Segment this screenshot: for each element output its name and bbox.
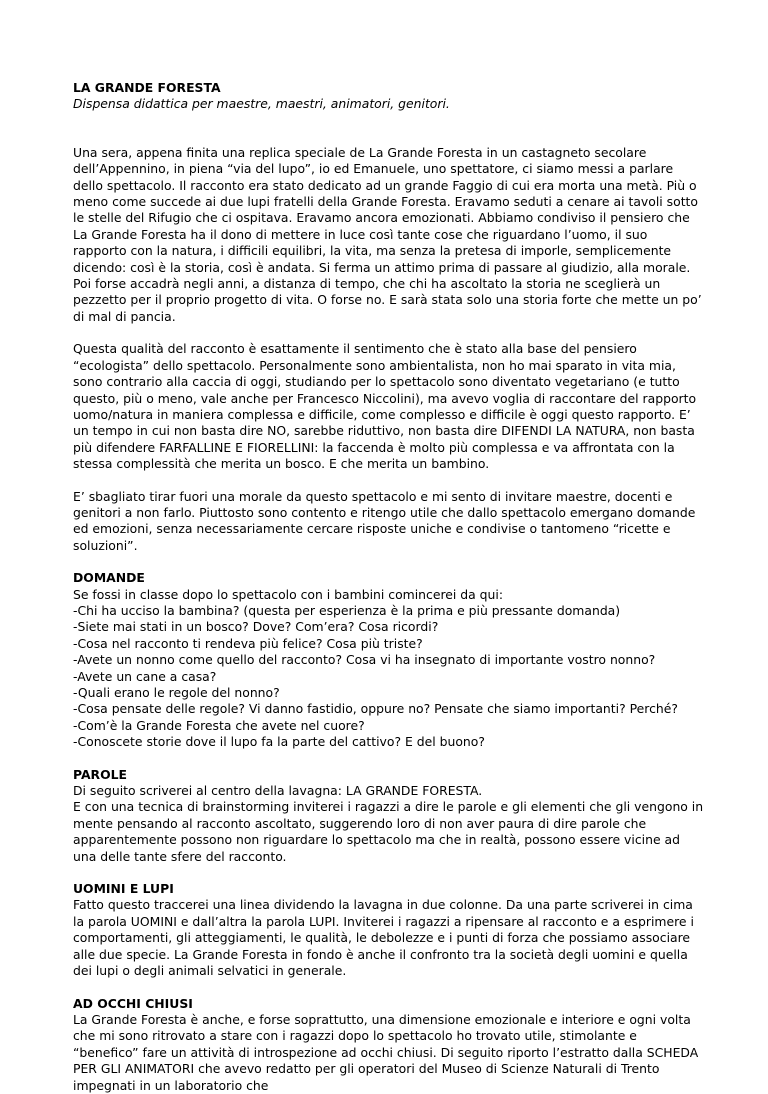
question-item: -Quali erano le regole del nonno? bbox=[73, 685, 280, 700]
section-heading: UOMINI E LUPI bbox=[73, 881, 174, 897]
section-parole bbox=[73, 767, 704, 865]
question-item: -Cosa nel racconto ti rendeva più felice? Cosa più triste? bbox=[73, 635, 423, 651]
section-heading: DOMANDE bbox=[73, 570, 145, 586]
question-item: -Conoscete storie dove il lupo fa la parte del cattivo? E del buono? bbox=[73, 734, 485, 750]
document-subtitle: Dispensa didattica per maestre, maestri, animatori, genitori. bbox=[73, 96, 450, 112]
question-item: -Avete un cane a casa? bbox=[73, 668, 217, 684]
document-title: LA GRANDE FORESTA bbox=[73, 80, 221, 95]
section-domande bbox=[73, 570, 704, 750]
body-paragraph: Questa qualità del racconto è esattamente il sentimento che è stato alla base del pensiero “ecologista” dello spettacolo. Personalmente sono ambientalista, non ho mai sparato in vita mia, sono contrario alla caccia di oggi, studiando per lo spettacolo sono diventato vegetariano (e tutto questo, più o meno, vale anche per Francesco Niccolini), ma avevo voglia di raccontare del rapporto uomo/natura in maniera complessa e difficile, come complesso e difficile è oggi questo rapporto. E’ un tempo in cui non basta dire NO, sarebbe riduttivo, non basta dire DIFENDI LA NATURA, non basta più difendere FARFALLINE E FIORELLINI: la faccenda è molto più complessa e va affrontata con la stessa complessità che merita un bosco. E che merita un bambino. bbox=[73, 341, 697, 472]
question-item: -Com’è la Grande Foresta che avete nel cuore? bbox=[73, 717, 365, 733]
body-paragraph: Una sera, appena finita una replica speciale de La Grande Foresta in un castagneto secolare dell’Appennino, in piena “via del lupo”, io ed Emanuele, uno spettatore, ci siamo messi a parlare dello spettacolo. Il racconto era stato dedicato ad un grande Faggio di cui era morta una metà. Più o meno come succede ai due lupi fratelli della Grande Foresta. Eravamo seduti a cenare ai tavoli sotto le stelle del Rifugio che ci ospitava. Eravamo ancora emozionati. Abbiamo condiviso il pensiero che La Grande Foresta ha il dono di mettere in luce così tante cose che riguardano l’uomo, il suo rapporto con la natura, i difficili equilibri, la vita, ma senza la pretesa di imporle, semplicemente dicendo: così è la storia, così è andata. Si ferma un attimo prima di passare al giudizio, alla morale. Poi forse accadrà negli anni, a distanza di tempo, che chi ha ascoltato la storia ne sceglierà un pezzetto per il proprio progetto di vita. O forse no. E sarà stata solo una storia forte che mette un po’ di mal di pancia. bbox=[73, 144, 702, 324]
body-paragraph: E’ sbagliato tirar fuori una morale da questo spettacolo e mi sento di invitare maestre, docenti e genitori a non farlo. Piuttosto sono contento e ritengo utile che dallo spettacolo emergano domande ed emozioni, senza necessariamente cercare risposte uniche e condivise o tantomeno “ricette e soluzioni”. bbox=[73, 488, 696, 553]
question-item: -Cosa pensate delle regole? Vi danno fastidio, oppure no? Pensate che siamo importanti? Perché? bbox=[73, 701, 678, 717]
section-heading: AD OCCHI CHIUSI bbox=[73, 995, 193, 1011]
section-text: E con una tecnica di brainstorming inviterei i ragazzi a dire le parole e gli elementi che gli vengono in mente pensando al racconto ascoltato, suggerendo loro di non aver paura di dire parole che apparentemente possono non riguardare lo spettacolo ma che in realtà, possono essere vicine ad una delle tante sfere del racconto. bbox=[73, 799, 704, 864]
section-heading: PAROLE bbox=[73, 766, 127, 782]
section-ad-occhi-chiusi bbox=[73, 996, 704, 1094]
question-item: -Chi ha ucciso la bambina? (questa per esperienza è la prima e più pressante domanda) bbox=[73, 602, 621, 618]
question-item: -Avete un nonno come quello del racconto? Cosa vi ha insegnato di importante vostro nonno? bbox=[73, 652, 656, 668]
section-text: La Grande Foresta è anche, e forse soprattutto, una dimensione emozionale e interiore e ogni volta che mi sono ritrovato a stare con i ragazzi dopo lo spettacolo ho trovato utile, stimolante e “benefico” fare un attività di introspezione ad occhi chiusi. Di seguito riporto l’estratto dalla SCHEDA PER GLI ANIMATORI che avevo redatto per gli operatori del Museo di Scienze Naturali di Trento impegnati in un laboratorio che bbox=[73, 1011, 699, 1093]
question-item: -Siete mai stati in un bosco? Dove? Com’era? Cosa ricordi? bbox=[73, 619, 439, 635]
section-line: Di seguito scriverei al centro della lavagna: LA GRANDE FORESTA. bbox=[73, 783, 483, 799]
section-intro: Se fossi in classe dopo lo spettacolo con i bambini comincerei da qui: bbox=[73, 586, 504, 602]
section-uomini-e-lupi bbox=[73, 881, 704, 979]
section-text: Fatto questo traccerei una linea dividendo la lavagna in due colonne. Da una parte scriverei in cima la parola UOMINI e dall’altra la parola LUPI. Inviterei i ragazzi a ripensare al racconto e a esprimere i comportamenti, gli atteggiamenti, le qualità, le debolezze e i punti di forza che possiamo associare alle due specie. La Grande Foresta in fondo è anche il confronto tra la società degli uomini e quella dei lupi o degli animali selvatici in generale. bbox=[73, 897, 694, 979]
